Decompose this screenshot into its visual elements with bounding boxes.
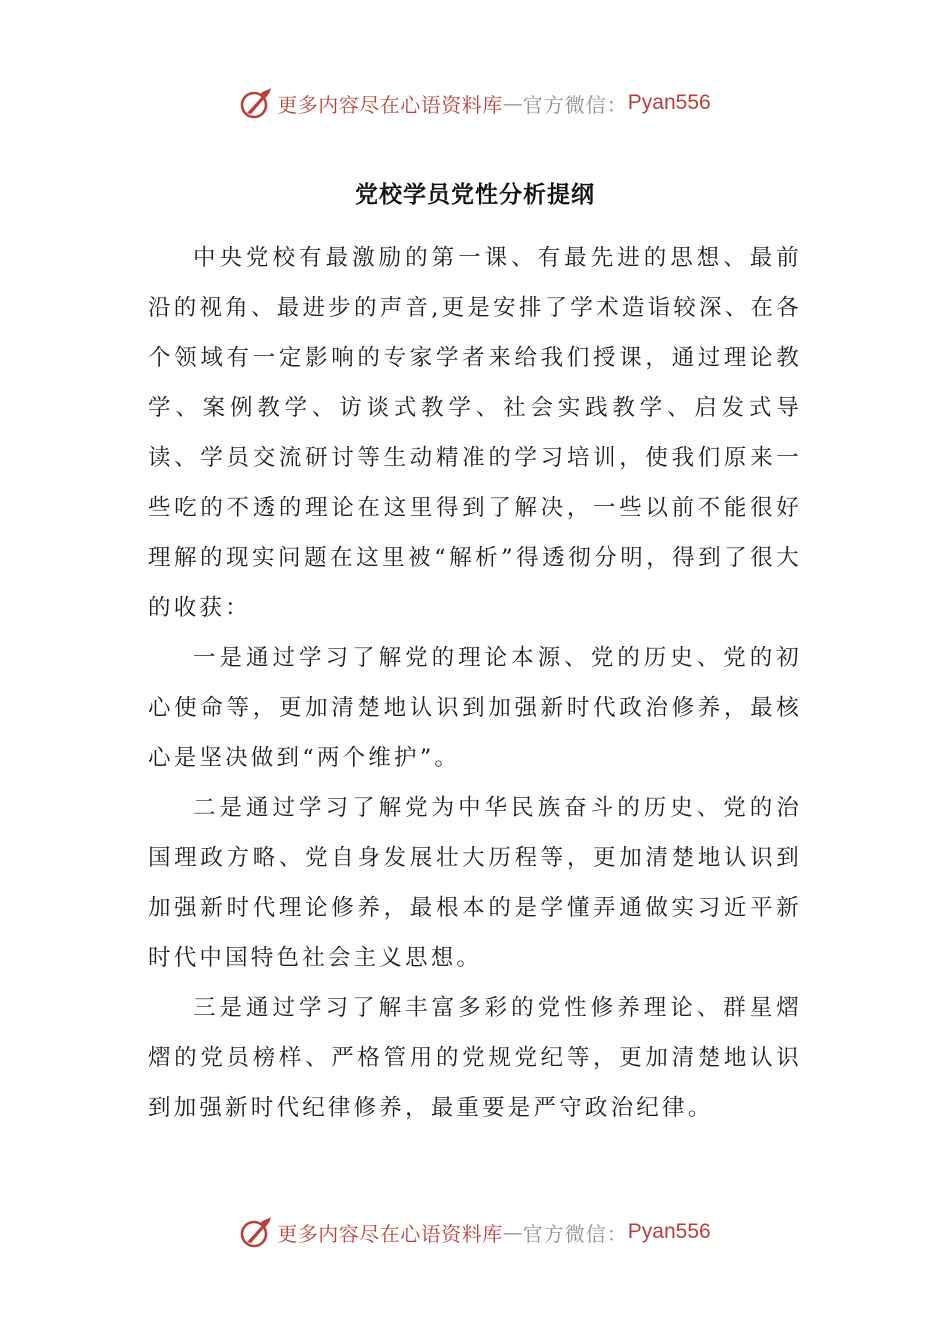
quill-logo-icon <box>239 1215 273 1249</box>
paragraph-intro: 中央党校有最激励的第一课、有最先进的思想、最前沿的视角、最进步的声音,更是安排了学术造诣较深、在各个领域有一定影响的专家学者来给我们授课，通过理论教学、案例教学、访谈式教学、社会实践教学、启发式导读、学员交流研讨等生动精准的学习培训，使我们原来一些吃的不透的理论在这里得到了解决，一些以前不能很好理解的现实问题在这里被“解析”得透彻分明，得到了很大的收获： <box>148 245 802 621</box>
document-title: 党校学员党性分析提纲 <box>355 182 595 208</box>
paragraph-point-three: 三是通过学习了解丰富多彩的党性修养理论、群星熠熠的党员榜样、严格管用的党规党纪等，更加清楚地认识到加强新时代纪律修养，最重要是严守政治纪律。 <box>148 995 802 1121</box>
watermark-gray-text: 官方微信： <box>522 1221 628 1246</box>
watermark-dash: — <box>502 91 523 115</box>
paragraph-point-one: 一是通过学习了解党的理论本源、党的历史、党的初心使命等，更加清楚地认识到加强新时代政治修养，最核心是坚决做到“两个维护”。 <box>148 645 802 771</box>
watermark-wechat-id: Pyan556 <box>627 1220 711 1243</box>
watermark-red-text: 更多内容尽在心语资料库 <box>277 1221 503 1246</box>
header-watermark <box>0 83 950 123</box>
document-body <box>148 233 802 1133</box>
footer-watermark <box>0 1212 950 1252</box>
watermark-dash: — <box>502 1220 523 1244</box>
watermark-gray-text: 官方微信： <box>522 92 628 117</box>
watermark-wechat-id: Pyan556 <box>627 91 711 114</box>
quill-logo-icon <box>239 86 273 120</box>
paragraph-point-two: 二是通过学习了解党为中华民族奋斗的历史、党的治国理政方略、党自身发展壮大历程等，更加清楚地认识到加强新时代理论修养，最根本的是学懂弄通做实习近平新时代中国特色社会主义思想。 <box>148 795 802 971</box>
watermark-red-text: 更多内容尽在心语资料库 <box>277 92 503 117</box>
